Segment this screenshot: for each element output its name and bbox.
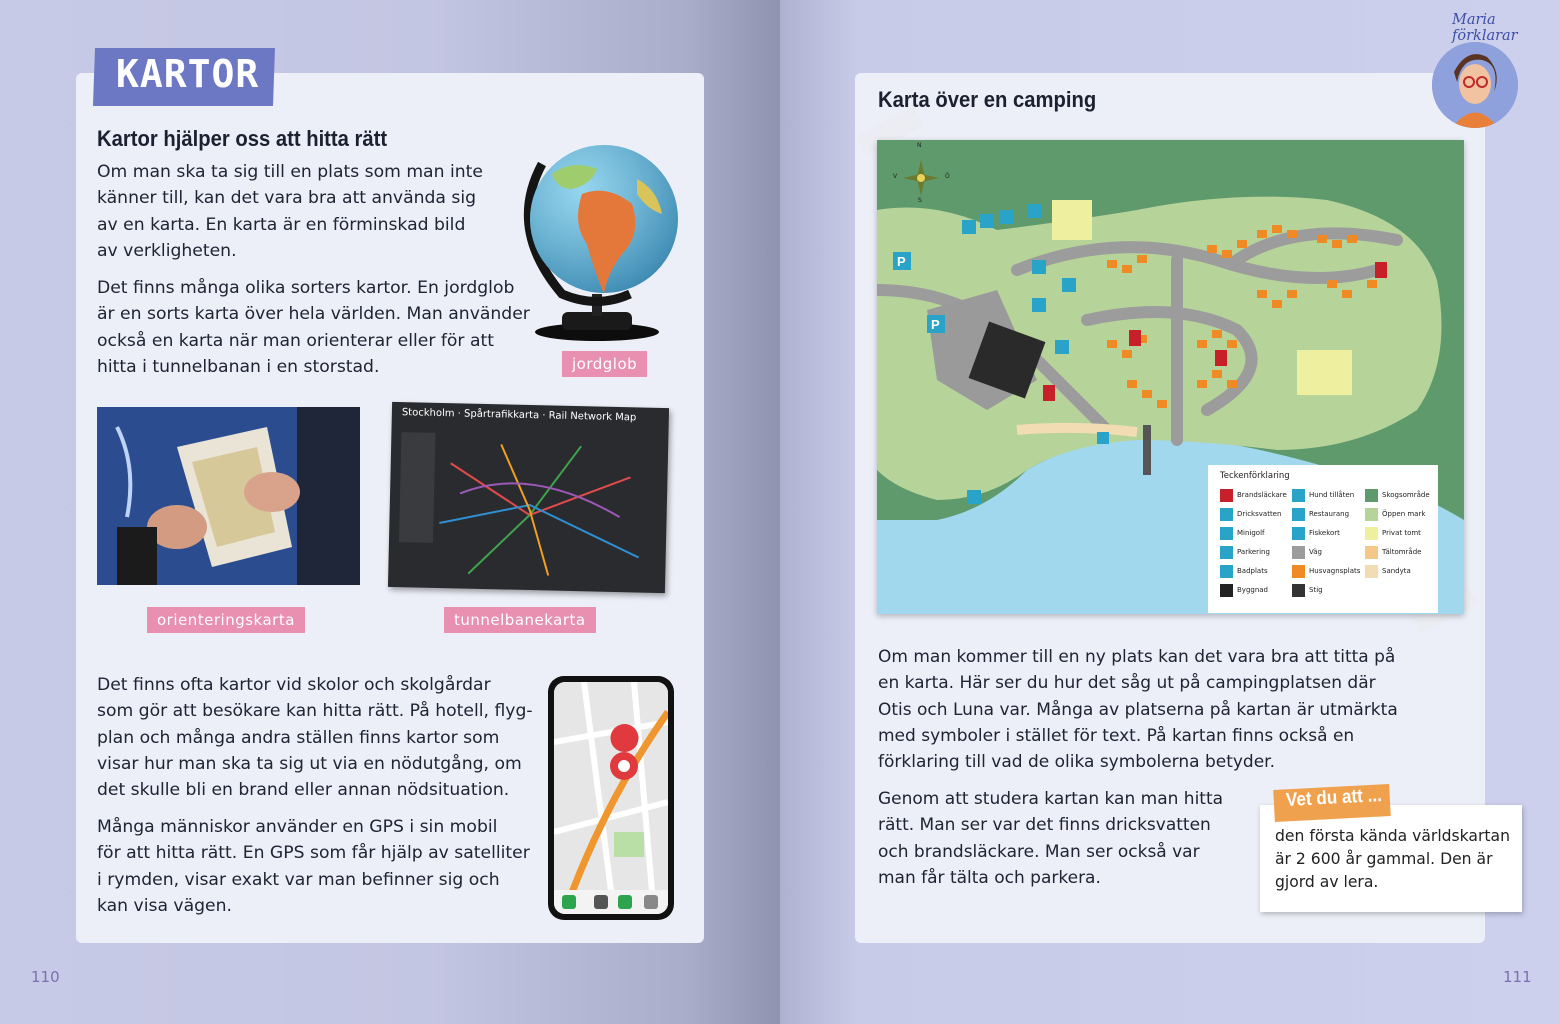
- legend-swatch: [1292, 565, 1305, 578]
- right-paragraph-2: Genom att studera kartan kan man hitta rätt. Man ser var det finns dricksvatten och brandsläckare. Man ser också var man får tälta och parkera.: [878, 789, 1224, 888]
- legend-label: Fiskekort: [1309, 529, 1340, 537]
- legend-label: Byggnad: [1237, 586, 1269, 594]
- legend-label: Öppen mark: [1382, 510, 1426, 518]
- maria-badge-label: Maria förklarar: [1452, 12, 1518, 44]
- compass-o: Ö: [945, 173, 950, 180]
- legend-label: Restaurang: [1309, 510, 1350, 518]
- legend-swatch: [1292, 508, 1305, 521]
- map-legend: [1208, 465, 1438, 613]
- legend-swatch: [1292, 584, 1305, 597]
- fact-card-title: Vet du att ...: [1285, 784, 1383, 811]
- legend-label: Husvagnsplats: [1309, 567, 1361, 575]
- legend-label: Dricksvatten: [1237, 510, 1282, 518]
- fact-card-text: den första kända världskartan är 2 600 år gammal. Den är gjord av lera.: [1275, 827, 1510, 891]
- left-paragraph-3: Det finns ofta kartor vid skolor och skolgårdar som gör att besökare kan hitta rätt. På hotell, flyg- plan och många andra ställen finns kartor som visar hur man ska ta sig ut via en nödutgång, om det skulle bli en brand eller annan nödsituation.: [97, 675, 533, 801]
- metro-map-image: [388, 402, 669, 593]
- legend-swatch: [1220, 584, 1233, 597]
- left-paragraph-2: Det finns många olika sorters kartor. En jordglob är en sorts karta över hela världen. Man använder också en karta när man orienterar eller för att hitta i tunnelbanan i en storstad.: [97, 278, 530, 377]
- svg-text:P: P: [931, 317, 940, 332]
- compass-s: S: [918, 197, 922, 204]
- legend-label: Minigolf: [1237, 529, 1265, 537]
- legend-label: Väg: [1309, 548, 1322, 556]
- left-heading: Kartor hjälper oss att hitta rätt: [97, 126, 388, 151]
- right-heading: Karta över en camping: [878, 87, 1097, 112]
- legend-label: Skogsområde: [1382, 491, 1430, 499]
- legend-label: Privat tomt: [1382, 529, 1421, 537]
- legend-swatch: [1365, 508, 1378, 521]
- orienteering-photo: [97, 407, 360, 585]
- legend-swatch: [1220, 508, 1233, 521]
- globe-label: jordglob: [562, 351, 647, 377]
- legend-swatch: [1365, 565, 1378, 578]
- legend-label: Sandyta: [1382, 567, 1411, 575]
- left-paragraph-1: Om man ska ta sig till en plats som man inte känner till, kan det vara bra att använda sig av en karta. En karta är en förminskad bild av verkligheten.: [97, 162, 483, 261]
- legend-swatch: [1220, 546, 1233, 559]
- chapter-title: KARTOR: [116, 52, 260, 96]
- legend-label: Brandsläckare: [1237, 491, 1287, 499]
- legend-swatch: [1220, 565, 1233, 578]
- legend-swatch: [1365, 489, 1378, 502]
- legend-label: Tältområde: [1382, 548, 1422, 556]
- svg-text:P: P: [897, 254, 906, 269]
- legend-label: Badplats: [1237, 567, 1268, 575]
- compass-v: V: [893, 173, 898, 180]
- compass-n: N: [917, 142, 922, 149]
- phone-screen: [554, 682, 668, 914]
- legend-label: Hund tillåten: [1309, 491, 1355, 499]
- legend-swatch: [1292, 527, 1305, 540]
- legend-label: Stig: [1309, 586, 1323, 594]
- page-number-right: 111: [1503, 968, 1532, 986]
- gps-phone-image: [548, 676, 674, 920]
- legend-swatch: [1292, 546, 1305, 559]
- left-paragraph-4: Många människor använder en GPS i sin mobil för att hitta rätt. En GPS som får hjälp av satelliter i rymden, visar exakt var man befinner sig och kan visa vägen.: [97, 817, 530, 916]
- legend-title: Teckenförklaring: [1220, 471, 1290, 481]
- legend-swatch: [1292, 489, 1305, 502]
- legend-label: Parkering: [1237, 548, 1270, 556]
- maria-avatar: [1432, 42, 1518, 128]
- legend-swatch: [1220, 489, 1233, 502]
- globe-image: [512, 134, 682, 344]
- right-paragraph-1: Om man kommer till en ny plats kan det vara bra att titta på en karta. Här ser du hur det såg ut på campingplatsen där Otis och Luna var. Många av platserna på kartan är utmärkta med symboler i stället för text. På kartan finns också en förklaring till vad de olika symbolerna betyder.: [878, 647, 1398, 773]
- orienteering-label: orienteringskarta: [147, 607, 305, 633]
- legend-swatch: [1365, 527, 1378, 540]
- legend-swatch: [1220, 527, 1233, 540]
- metro-map-title: Stockholm · Spårtrafikkarta · Rail Network Map: [401, 407, 637, 424]
- metro-label: tunnelbanekarta: [444, 607, 596, 633]
- legend-swatch: [1365, 546, 1378, 559]
- page-number-left: 110: [31, 968, 60, 986]
